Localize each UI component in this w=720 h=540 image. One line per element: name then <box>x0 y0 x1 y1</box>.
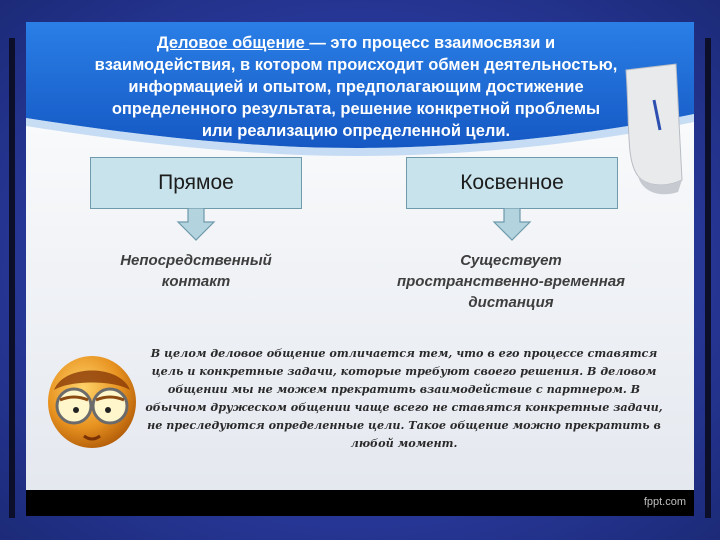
indirect-desc-line: пространственно-временная <box>396 273 626 290</box>
title-definition <box>56 32 656 142</box>
title-term: Деловое общение <box>156 34 310 52</box>
footer-bar <box>26 490 694 516</box>
paragraph-line: В целом деловое общение отличается тем, что в его процессе ставятся <box>150 346 658 360</box>
summary-paragraph <box>134 344 674 452</box>
indirect-desc-line: Существует <box>460 252 562 269</box>
direct-description <box>86 250 306 292</box>
paragraph-line: цель и конкретные задачи, которые требуют своего решения. В деловом <box>151 364 657 378</box>
indirect-box-label: Косвенное <box>460 171 564 194</box>
direct-desc-line: Непосредственный <box>120 252 272 269</box>
title-line-4: определенного результата, решение конкретной проблемы <box>111 100 601 118</box>
footer-brand: fppt.com <box>643 496 686 508</box>
down-arrow-icon <box>176 208 216 242</box>
direct-box <box>90 157 302 209</box>
down-arrow-icon <box>492 208 532 242</box>
indirect-box <box>406 157 618 209</box>
paragraph-line: любой момент. <box>350 436 458 450</box>
title-line-2: взаимодействия, в котором происходит обмен деятельностью, <box>94 56 618 74</box>
indirect-description <box>356 250 666 313</box>
paragraph-line: общении мы не можем прекратить взаимодействие с партнером. В <box>167 382 641 396</box>
title-line-1: — это процесс взаимосвязи и <box>309 34 556 52</box>
frame-right-bar <box>705 38 711 518</box>
slide <box>26 22 694 516</box>
paragraph-line: не преследуются определенные цели. Такое общение можно прекратить в <box>147 418 661 432</box>
frame-left-bar <box>9 38 15 518</box>
title-line-5: или реализацию определенной цели. <box>201 122 511 140</box>
title-line-3: информацией и опытом, предполагающим достижение <box>128 78 584 96</box>
indirect-desc-line: дистанция <box>468 294 554 311</box>
paragraph-line: обычном дружеском общении чаще всего не ставятся конкретные задачи, <box>145 400 663 414</box>
direct-desc-line: контакт <box>161 273 231 290</box>
direct-box-label: Прямое <box>158 171 234 194</box>
nerd-face-icon <box>44 350 140 458</box>
